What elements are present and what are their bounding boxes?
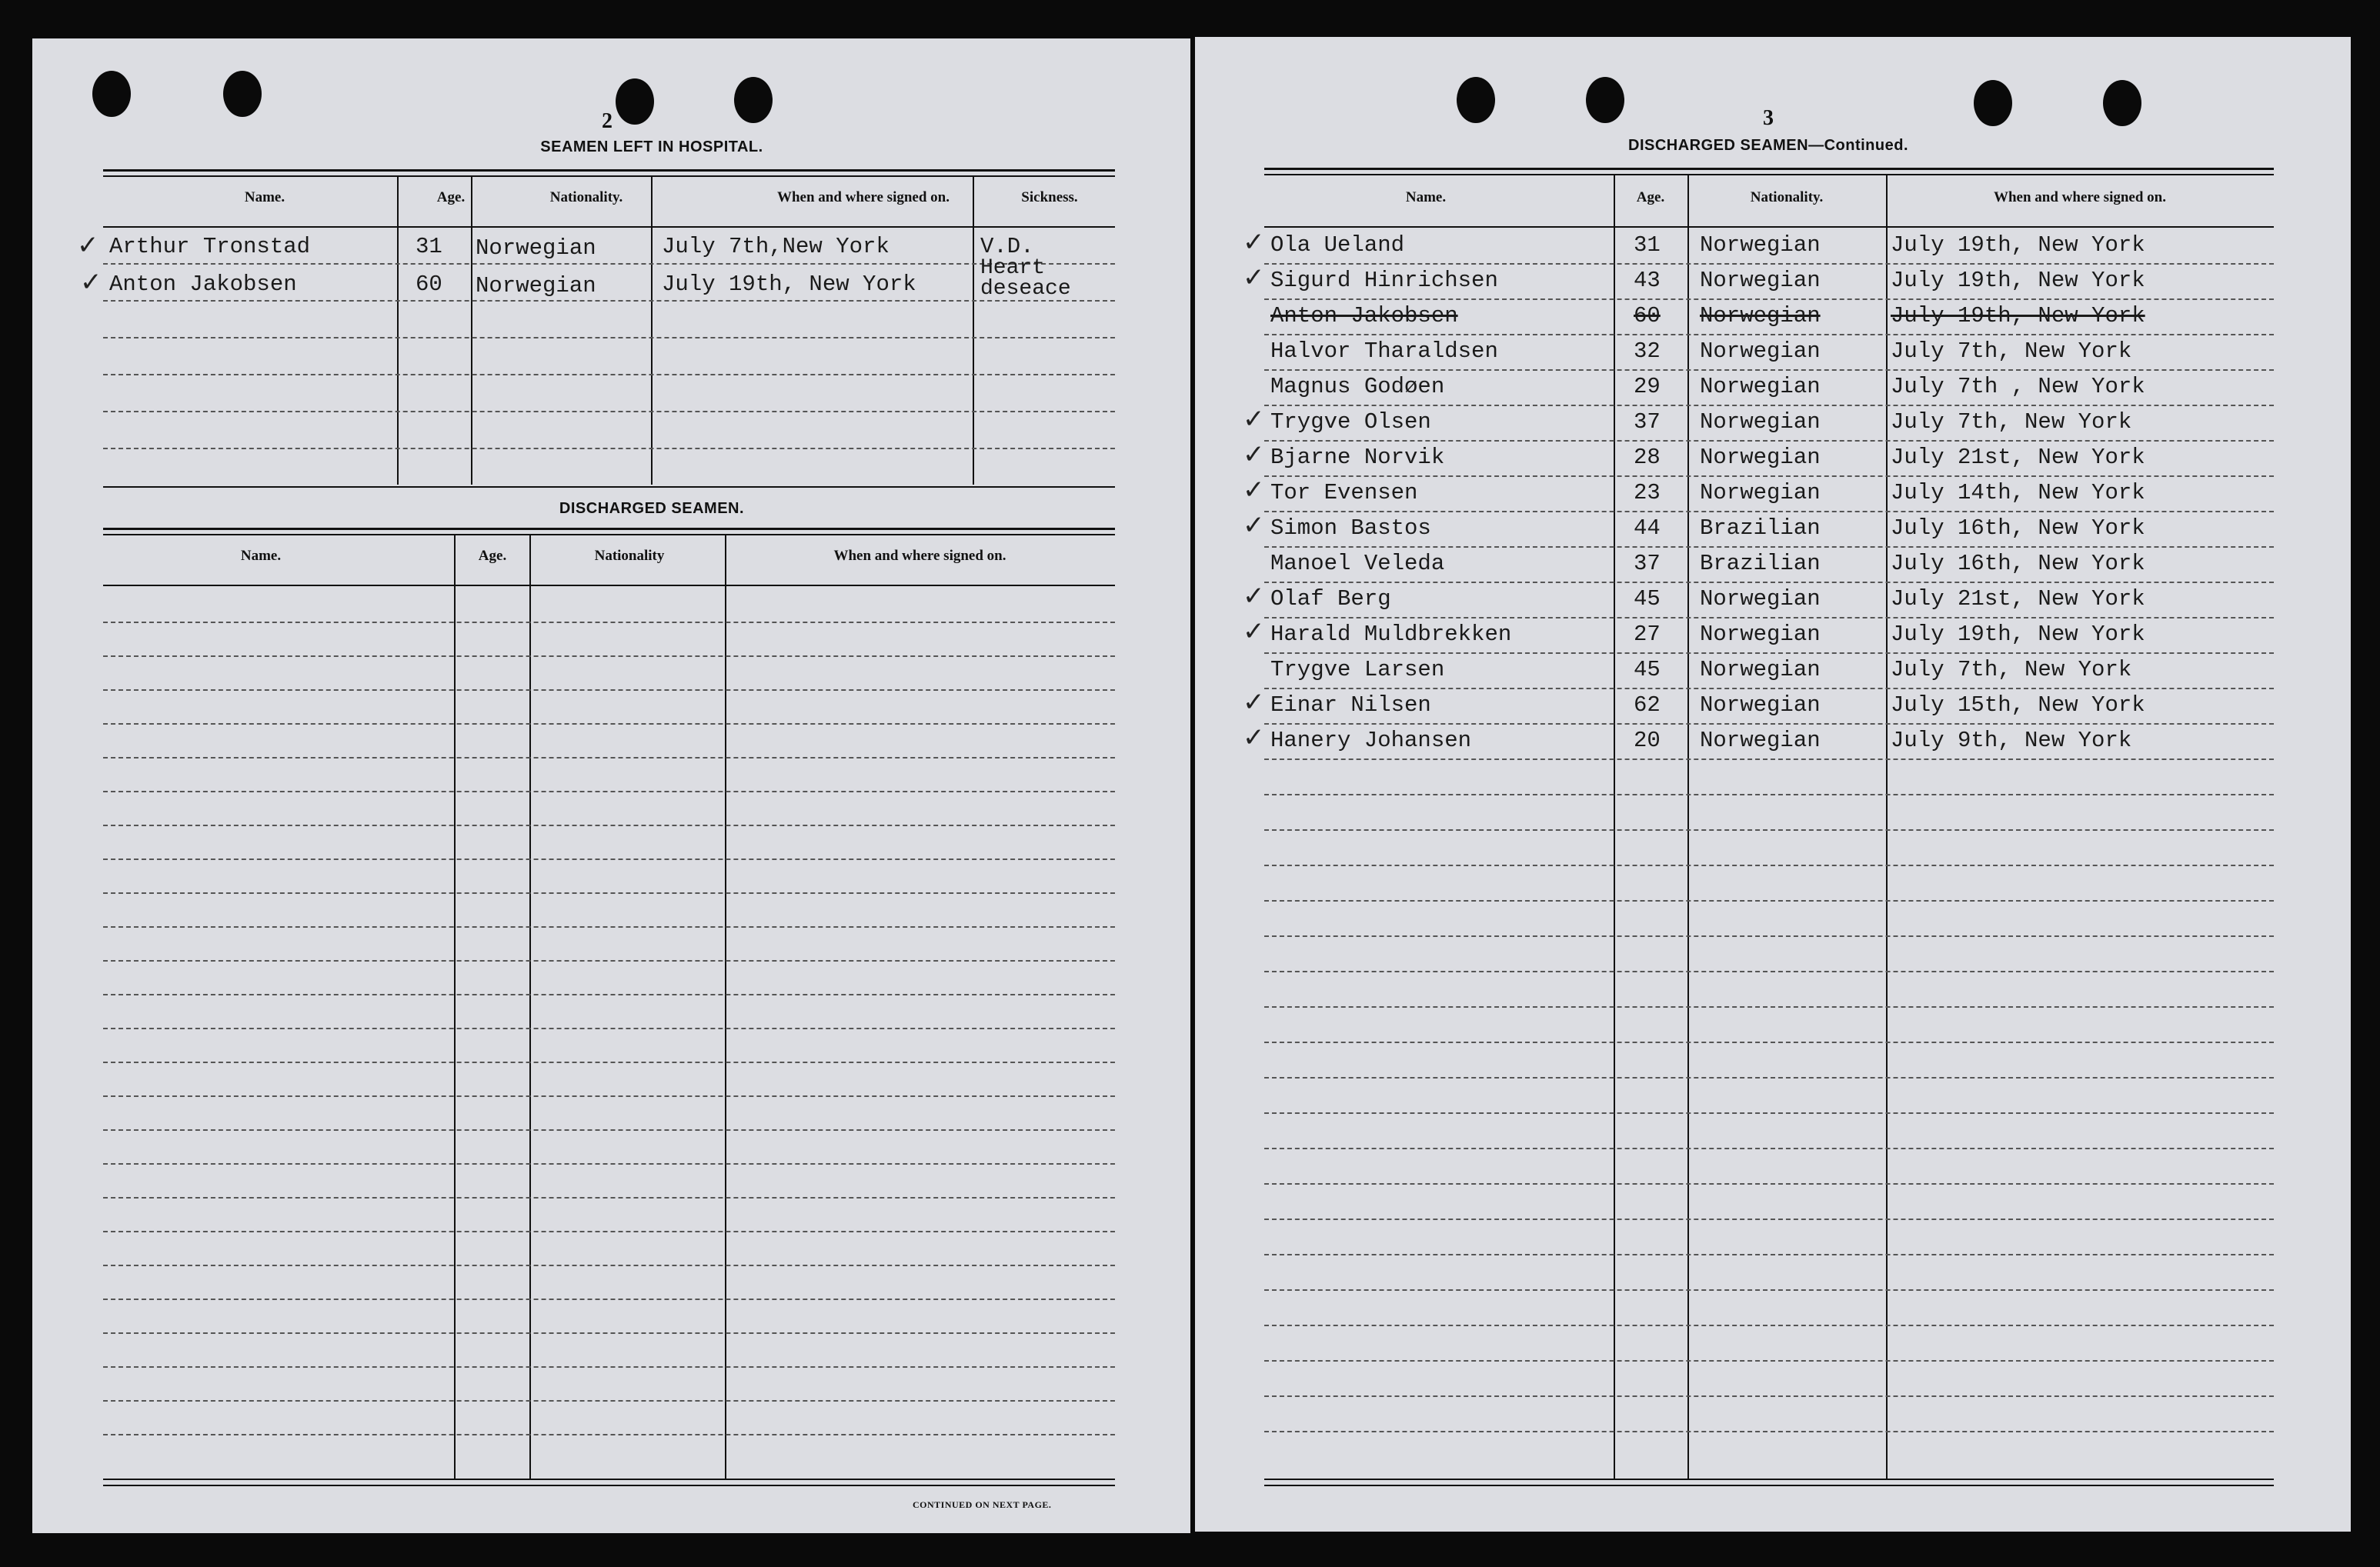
col-header-age: Age. [1636,189,1665,205]
discharged-section-title: DISCHARGED SEAMEN. [559,500,745,517]
crew-nationality: Norwegian [1700,303,1821,328]
row-line [1264,1395,2274,1397]
row-line [103,1028,1115,1029]
crew-name: Hanery Johansen [1270,728,1472,753]
rule [103,1479,1115,1480]
crew-name: Einar Nilsen [1270,692,1431,718]
row-line [1264,688,2274,689]
crew-age: 45 [1634,586,1661,612]
row-line [103,892,1115,894]
punch-hole [1457,77,1495,123]
column-divider [1614,175,1615,1479]
rule [1264,174,2274,175]
row-line [1264,298,2274,300]
col-header-nationality: Nationality. [549,189,623,205]
punch-hole [1974,80,2012,126]
hospital-signed-on: July 19th, New York [662,272,916,297]
rule [103,585,1115,586]
row-line [1264,1289,2274,1291]
row-line [103,263,1115,265]
rule [1264,1485,2274,1486]
crew-age: 31 [1634,232,1661,258]
continued-footer: CONTINUED ON NEXT PAGE. [913,1499,1052,1510]
rule [103,175,1115,177]
row-line [1264,617,2274,618]
col-header-sickness: Sickness. [1021,189,1078,205]
crew-age: 23 [1634,480,1661,505]
rule [1264,226,2274,228]
row-line [1264,1148,2274,1149]
row-line [1264,405,2274,406]
crew-signed-on: July 21st, New York [1891,445,2145,470]
crew-age: 37 [1634,409,1661,435]
punch-hole [92,71,131,117]
row-line [103,723,1115,725]
row-line [1264,1042,2274,1043]
crew-signed-on: July 16th, New York [1891,515,2145,541]
row-line [103,1332,1115,1334]
check-mark: ✓ [80,267,102,298]
row-line [1264,1183,2274,1185]
row-line [103,448,1115,449]
punch-hole [734,77,773,123]
left-page [32,38,1190,1533]
col-header-name: Name. [244,189,285,205]
check-mark: ✓ [1243,616,1265,647]
crew-name: Manoel Veleda [1270,551,1445,576]
row-line [103,1400,1115,1402]
check-mark: ✓ [1243,262,1265,293]
check-mark: ✓ [1243,227,1265,258]
row-line [1264,758,2274,760]
row-line [103,689,1115,691]
crew-name: Sigurd Hinrichsen [1270,268,1498,293]
row-line [1264,1360,2274,1362]
col-header-signed-on: When and where signed on. [833,548,1006,564]
crew-signed-on: July 21st, New York [1891,586,2145,612]
crew-age: 37 [1634,551,1661,576]
col-header-signed-on: When and where signed on. [776,189,950,205]
punch-hole [616,78,654,125]
col-header-name: Name. [240,548,282,564]
hospital-nationality: Norwegian [476,235,596,261]
crew-name: Harald Muldbrekken [1270,622,1512,647]
row-line [1264,1431,2274,1432]
punch-hole [223,71,262,117]
crew-signed-on: July 19th, New York [1891,622,2145,647]
column-divider [529,535,531,1479]
crew-age: 44 [1634,515,1661,541]
crew-nationality: Brazilian [1700,551,1821,576]
crew-nationality: Norwegian [1700,728,1821,753]
crew-signed-on: July 19th, New York [1891,303,2145,328]
crew-age: 20 [1634,728,1661,753]
crew-name: Bjarne Norvik [1270,445,1445,470]
column-divider [651,177,653,485]
check-mark: ✓ [1243,439,1265,470]
check-mark: ✓ [1243,722,1265,753]
row-line [1264,546,2274,548]
row-line [1264,794,2274,795]
rule [1264,1479,2274,1480]
crew-signed-on: July 7th, New York [1891,409,2132,435]
crew-age: 43 [1634,268,1661,293]
crew-signed-on: July 7th , New York [1891,374,2145,399]
hospital-name: Arthur Tronstad [109,234,311,259]
crew-name: Ola Ueland [1270,232,1405,258]
row-line [1264,723,2274,725]
column-divider [725,535,726,1479]
row-line [1264,865,2274,866]
crew-age: 29 [1634,374,1661,399]
row-line [103,960,1115,962]
row-line [103,622,1115,623]
col-header-age: Age. [436,189,466,205]
rule [103,226,1115,228]
row-line [103,1299,1115,1300]
crew-nationality: Brazilian [1700,515,1821,541]
row-line [1264,440,2274,442]
hospital-age: 31 [416,234,442,259]
row-line [103,1129,1115,1131]
column-divider [397,177,399,485]
column-divider [1886,175,1888,1479]
crew-nationality: Norwegian [1700,622,1821,647]
row-line [103,337,1115,338]
row-line [103,655,1115,657]
row-line [1264,1325,2274,1326]
column-divider [1687,175,1689,1479]
crew-signed-on: July 9th, New York [1891,728,2132,753]
hospital-sickness: V.D. [980,234,1034,259]
row-line [1264,1112,2274,1114]
crew-age: 27 [1634,622,1661,647]
hospital-nationality: Norwegian [476,273,596,298]
column-divider [471,177,472,485]
check-mark: ✓ [1243,404,1265,435]
row-line [103,791,1115,792]
crew-signed-on: July 16th, New York [1891,551,2145,576]
crew-age: 28 [1634,445,1661,470]
crew-signed-on: July 15th, New York [1891,692,2145,718]
check-mark: ✓ [1243,581,1265,612]
crew-name: Anton Jakobsen [1270,303,1458,328]
crew-name: Trygve Larsen [1270,657,1445,682]
row-line [1264,652,2274,654]
row-line [1264,971,2274,972]
right-page [1195,37,2351,1532]
punch-hole [2103,80,2141,126]
crew-nationality: Norwegian [1700,692,1821,718]
row-line [103,825,1115,826]
row-line [103,1265,1115,1266]
crew-signed-on: July 14th, New York [1891,480,2145,505]
check-mark: ✓ [1243,687,1265,718]
rule [103,486,1115,488]
col-header-nationality: Nationality [594,548,665,564]
col-header-nationality: Nationality. [1750,189,1824,205]
hospital-name: Anton Jakobsen [109,272,297,297]
crew-nationality: Norwegian [1700,268,1821,293]
hospital-signed-on: July 7th,New York [662,234,890,259]
row-line [1264,511,2274,512]
crew-signed-on: July 19th, New York [1891,232,2145,258]
crew-nationality: Norwegian [1700,374,1821,399]
row-line [103,1062,1115,1063]
row-line [1264,1006,2274,1008]
row-line [1264,900,2274,902]
rule [103,534,1115,535]
col-header-name: Name. [1405,189,1447,205]
row-line [103,411,1115,412]
crew-name: Halvor Tharaldsen [1270,338,1498,364]
check-mark: ✓ [1243,510,1265,541]
col-header-age: Age. [478,548,507,564]
rule [103,169,1115,172]
row-line [103,926,1115,928]
column-divider [973,177,974,485]
crew-nationality: Norwegian [1700,232,1821,258]
crew-signed-on: July 7th, New York [1891,338,2132,364]
row-line [1264,369,2274,371]
crew-name: Trygve Olsen [1270,409,1431,435]
row-line [103,300,1115,302]
crew-nationality: Norwegian [1700,657,1821,682]
row-line [1264,829,2274,831]
row-line [1264,334,2274,335]
row-line [103,1197,1115,1199]
crew-name: Simon Bastos [1270,515,1431,541]
rule [103,1485,1115,1486]
check-mark: ✓ [77,230,99,261]
row-line [103,1231,1115,1232]
check-mark: ✓ [1243,475,1265,505]
crew-nationality: Norwegian [1700,338,1821,364]
row-line [1264,582,2274,583]
crew-signed-on: July 7th, New York [1891,657,2132,682]
row-line [103,1434,1115,1435]
row-line [103,1095,1115,1097]
row-line [103,859,1115,860]
row-line [1264,1077,2274,1079]
row-line [1264,1254,2274,1255]
crew-age: 62 [1634,692,1661,718]
crew-name: Olaf Berg [1270,586,1391,612]
col-header-signed-on: When and where signed on. [1993,189,2166,205]
crew-signed-on: July 19th, New York [1891,268,2145,293]
column-divider [454,535,456,1479]
crew-name: Tor Evensen [1270,480,1418,505]
crew-age: 60 [1634,303,1661,328]
rule [103,528,1115,530]
row-line [1264,475,2274,477]
crew-nationality: Norwegian [1700,480,1821,505]
row-line [103,1163,1115,1165]
crew-age: 32 [1634,338,1661,364]
hospital-sickness: Heart deseace [980,256,1071,301]
section-title: DISCHARGED SEAMEN—Continued. [1628,137,1908,154]
row-line [1264,1219,2274,1220]
page-number: 2 [602,109,613,133]
crew-name: Magnus Godøen [1270,374,1445,399]
rule [1264,168,2274,170]
row-line [1264,263,2274,265]
crew-age: 45 [1634,657,1661,682]
crew-nationality: Norwegian [1700,445,1821,470]
row-line [103,757,1115,758]
hospital-section-title: SEAMEN LEFT IN HOSPITAL. [540,138,763,155]
row-line [103,1366,1115,1368]
hospital-age: 60 [416,272,442,297]
crew-nationality: Norwegian [1700,409,1821,435]
row-line [1264,935,2274,937]
row-line [103,994,1115,995]
page-number: 3 [1763,106,1774,130]
crew-nationality: Norwegian [1700,586,1821,612]
punch-hole [1586,77,1624,123]
row-line [103,374,1115,375]
